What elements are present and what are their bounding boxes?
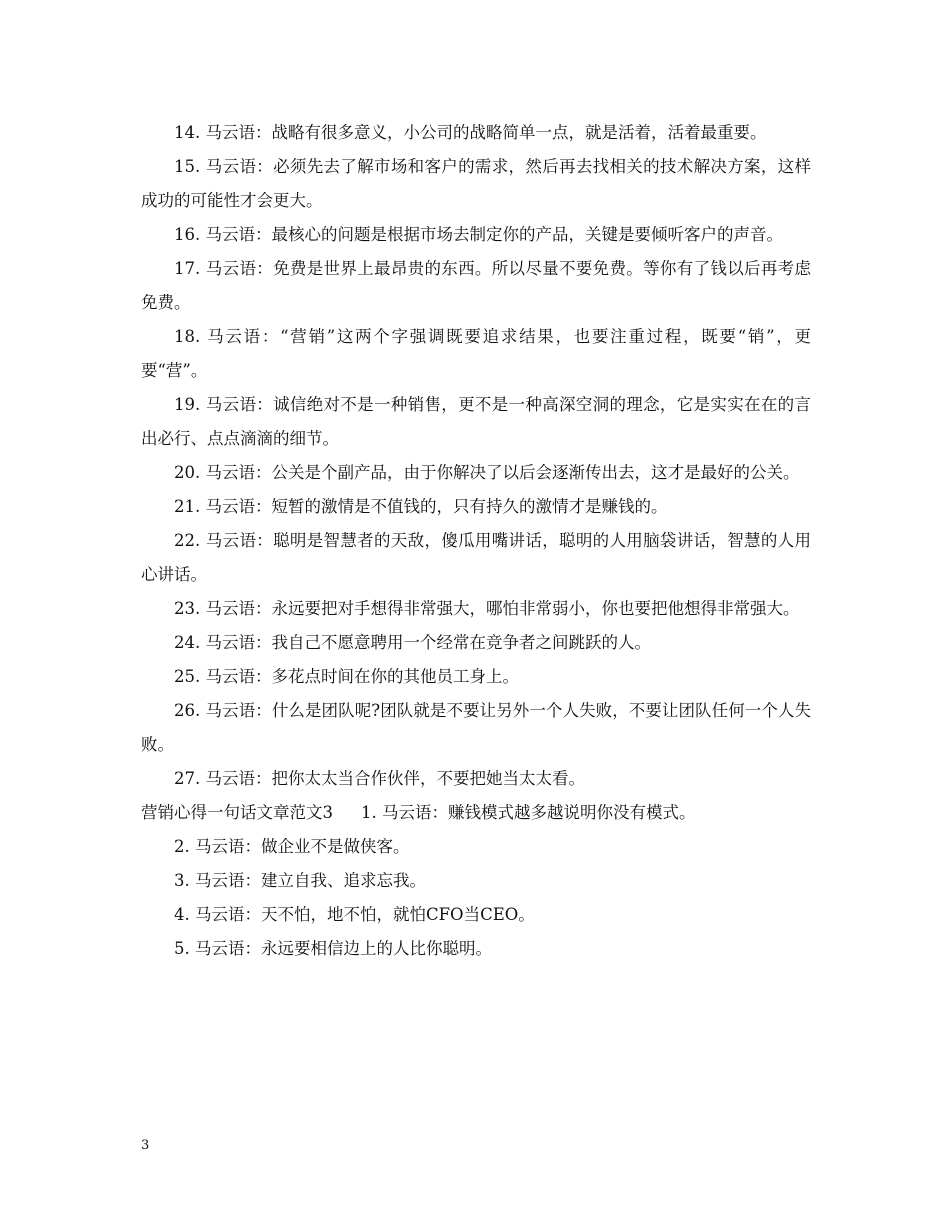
quote-paragraph-19: 19. 马云语：诚信绝对不是一种销售，更不是一种高深空洞的理念，它是实实在在的言出必行、点点滴滴的细节。 — [141, 395, 811, 448]
quote-paragraph-3: 3. 马云语：建立自我、追求忘我。 — [174, 871, 426, 890]
quote-paragraph-25: 25. 马云语：多花点时间在你的其他员工身上。 — [174, 667, 519, 686]
quote-paragraph-23: 23. 马云语：永远要把对手想得非常强大，哪怕非常弱小，你也要把他想得非常强大。 — [174, 599, 800, 618]
quote-paragraph-21: 21. 马云语：短暂的激情是不值钱的，只有持久的激情才是赚钱的。 — [174, 497, 668, 516]
document-body — [141, 116, 811, 966]
quote-paragraph-16: 16. 马云语：最核心的问题是根据市场去制定你的产品，关键是要倾听客户的声音。 — [174, 225, 783, 244]
quote-paragraph-17: 17. 马云语：免费是世界上最昂贵的东西。所以尽量不要免费。等你有了钱以后再考虑免费。 — [141, 259, 811, 312]
quote-paragraph-2: 2. 马云语：做企业不是做侠客。 — [174, 837, 410, 856]
page-number: 3 — [141, 1138, 150, 1153]
quote-paragraph-22: 22. 马云语：聪明是智慧者的天敌，傻瓜用嘴讲话，聪明的人用脑袋讲话，智慧的人用心讲话。 — [141, 531, 811, 584]
quote-paragraph-18: 18. 马云语：“营销”这两个字强调既要追求结果，也要注重过程，既要“销”，更要“营”。 — [141, 327, 811, 380]
quote-paragraph-5: 5. 马云语：永远要相信边上的人比你聪明。 — [174, 939, 492, 958]
section-line — [141, 796, 811, 830]
quote-paragraph-24: 24. 马云语：我自己不愿意聘用一个经常在竞争者之间跳跃的人。 — [174, 633, 651, 652]
quote-paragraph-14: 14. 马云语：战略有很多意义，小公司的战略简单一点，就是活着，活着最重要。 — [174, 123, 767, 142]
quote-paragraph-1: 1. 马云语：赚钱模式越多越说明你没有模式。 — [361, 803, 696, 822]
quote-paragraph-4: 4. 马云语：天不怕，地不怕，就怕CFO当CEO。 — [174, 905, 535, 924]
quote-paragraph-27: 27. 马云语：把你太太当合作伙伴，不要把她当太太看。 — [174, 769, 585, 788]
section-heading: 营销心得一句话文章范文3 — [141, 803, 333, 822]
quote-paragraph-15: 15. 马云语：必须先去了解市场和客户的需求，然后再去找相关的技术解决方案，这样成功的可能性才会更大。 — [141, 157, 811, 210]
quote-paragraph-26: 26. 马云语：什么是团队呢?团队就是不要让另外一个人失败，不要让团队任何一个人失败。 — [141, 701, 811, 754]
quote-paragraph-20: 20. 马云语：公关是个副产品，由于你解决了以后会逐渐传出去，这才是最好的公关。 — [174, 463, 800, 482]
